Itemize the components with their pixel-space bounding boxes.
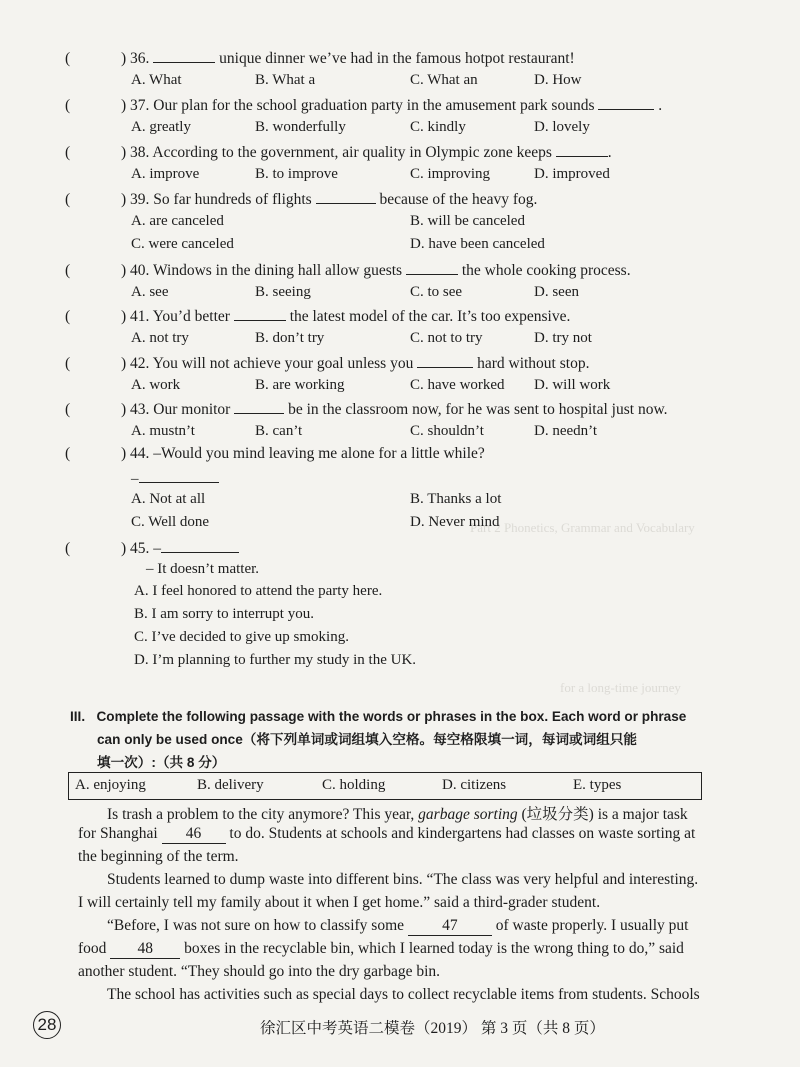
question-text: ) 45. – [121,540,162,557]
option-d[interactable]: D. lovely [534,119,590,135]
question-text: ) 38. According to the government, air quality in Olympic zone keeps [121,144,556,161]
answer-blank[interactable] [234,306,286,321]
option-a[interactable]: A. not try [131,330,189,346]
question-text: ) 39. So far hundreds of flights [121,191,316,208]
question-text: ) 41. You’d better [121,308,234,325]
question-text: the latest model of the car. It’s too expensive. [285,308,571,325]
option-b[interactable]: B. seeing [255,284,311,300]
section-title: III. Complete the following passage with the words or phrases in the box. Each word or phrase can only be used once（将下列单词或词组填入空格。每空格限填一词，每词或词组只能 填一次）:（共 8 分） [70,709,687,770]
bleed-through-text: Part 2 Phonetics, Grammar and Vocabulary [470,520,695,535]
option-a[interactable]: A. work [131,377,181,393]
option-c[interactable]: C. kindly [410,119,466,135]
answer-blank[interactable] [556,142,608,157]
option-d[interactable]: D. Never mind [410,514,500,530]
option-b[interactable]: B. will be canceled [410,213,525,229]
question-text: ) 42. You will not achieve your goal unless you [121,355,418,372]
option-a[interactable]: A. see [131,284,169,300]
question-text: ) 44. –Would you mind leaving me alone for a little while? [121,445,485,462]
option-c[interactable]: C. I’ve decided to give up smoking. [134,629,349,645]
question-text: because of the heavy fog. [375,191,538,208]
answer-blank[interactable] [598,95,654,110]
question-text: . [654,97,663,114]
answer-blank[interactable] [417,353,473,368]
option-b[interactable]: B. to improve [255,166,338,182]
word-option: A. enjoying [75,777,146,793]
page-footer: 徐汇区中考英语二模卷（2019） 第 3 页（共 8 页） [260,1020,605,1037]
answer-blank-46[interactable]: 46 [162,825,226,844]
question-text: ) 36. [121,50,154,67]
option-d[interactable]: D. seen [534,284,579,300]
exam-page: Part 2 Phonetics, Grammar and Vocabulary for a long-time journey ( ) 36. unique dinner we’ve had in the famous hotpot restaurant! A. What B. What a C. What an D. How ( ) 37. Our plan for the school graduation party in the amusement park sounds . A. greatly B. wonderfully C. kindly D. lovely ( ) 38. According to the government, air quality in Olympic zone keeps . A. improve B. to improve C. improving D. improved ( ) 39. So far hundreds of flights because of the heavy fog. A. are canceled B. will be canceled C. were canceled D. have been canceled ( ) 40. Windows in the dining hall allow guests the whole cooking process. A. see B. seeing C. to see D. seen ( ) 41. You’d better the latest model of the car. It’s too expensive. A. not try B. don’t try C. not to try D. try not ( ) 42. You will not achieve your goal unless you hard without stop. A. work B. are working C. have worked D. will work ( ) 43. Our monitor be in the classroom now, for he was sent to hospital just now. A. mustn’t B. can’t C. shouldn’t D. needn’t ( ) 44. –Would you mind leaving me alone for a little while? – A. Not at all B. Thanks a lot C. Well done D. Never mind ( ) 45. – – It doesn’t matter. A. I feel honored to attend the party here. B. I am sorry to interrupt you. C. I’ve decided to give up smoking. D. I’m planning to further my study in the UK. III. Complete the following passage with the words or phrases in the box. Each word or phrase can only be used once（将下列单词或词组填入空格。每空格限填一词，每词或词组只能 填一次）:（共 8 分） A. enjoying B. delivery C. holding D. citizens E. types Is trash a problem to the city anymore? This year, garbage sorting (垃圾分类) is a major task for Shanghai 46 to do. Students at schools and kindergartens had classes on waste sorting at the beginning of the term. Students learned to dump waste into different bins. “The class was very helpful and interesting. I will certainly tell my family about it when I get home.” said a third-grader student. “Before, I was not sure on how to classify some 47 of waste properly. I usually put food 48 boxes in the recyclable bin, which I learned today is the wrong thing to do,” said another student. “They should go into the dry garbage bin. The school has activities such as special days to collect recyclable items from students. Schools 28 徐汇区中考英语二模卷（2019） 第 3 页（共 8 页） [0,0,800,1067]
answer-blank[interactable] [234,399,284,414]
question-text: hard without stop. [473,355,590,372]
option-b[interactable]: B. don’t try [255,330,325,346]
answer-blank-47[interactable]: 47 [408,917,492,936]
option-c[interactable]: C. not to try [410,330,483,346]
option-b[interactable]: B. Thanks a lot [410,491,502,507]
option-a[interactable]: A. Not at all [131,491,206,507]
option-d[interactable]: D. needn’t [534,423,598,439]
option-d[interactable]: D. try not [534,330,592,346]
reply-line: – It doesn’t matter. [146,561,260,577]
option-c[interactable]: C. Well done [131,514,210,530]
option-b[interactable]: B. are working [255,377,345,393]
bleed-through-text: for a long-time journey [560,680,681,695]
word-option: D. citizens [442,777,507,793]
option-b[interactable]: B. What a [255,72,316,88]
option-a[interactable]: A. are canceled [131,213,224,229]
question-text: unique dinner we’ve had in the famous hotpot restaurant! [215,50,575,67]
option-c[interactable]: C. to see [410,284,463,300]
word-box [68,772,702,800]
word-option: B. delivery [197,777,264,793]
option-a[interactable]: A. greatly [131,119,191,135]
option-a[interactable]: A. I feel honored to attend the party here. [134,583,383,599]
option-c[interactable]: C. were canceled [131,236,234,252]
answer-blank[interactable] [406,260,458,275]
option-c[interactable]: C. have worked [410,377,505,393]
answer-blank[interactable] [316,189,376,204]
option-c[interactable]: C. What an [410,72,478,88]
answer-blank[interactable] [161,538,239,553]
answer-blank[interactable] [153,48,215,63]
question-text: the whole cooking process. [457,262,631,279]
option-b[interactable]: B. I am sorry to interrupt you. [134,606,314,622]
option-d[interactable]: D. will work [534,377,611,393]
option-c[interactable]: C. shouldn’t [410,423,484,439]
question-text: . [607,144,612,161]
question-text: be in the classroom now, for he was sent to hospital just now. [284,401,668,418]
option-d[interactable]: D. I’m planning to further my study in the UK. [134,652,417,668]
question-text: ) 40. Windows in the dining hall allow guests [121,262,406,279]
option-b[interactable]: B. wonderfully [255,119,346,135]
option-d[interactable]: D. have been canceled [410,236,545,252]
answer-blank[interactable] [139,468,219,483]
option-d[interactable]: D. improved [534,166,610,182]
word-option: E. types [573,777,622,793]
answer-blank-48[interactable]: 48 [110,940,180,959]
question-text: ) 37. Our plan for the school graduation party in the amusement park sounds [121,97,599,114]
option-a[interactable]: A. mustn’t [131,423,195,439]
option-a[interactable]: A. improve [131,166,200,182]
option-b[interactable]: B. can’t [255,423,303,439]
page-number-badge: 28 [33,1011,61,1039]
option-c[interactable]: C. improving [410,166,491,182]
option-d[interactable]: D. How [534,72,582,88]
question-text: ) 43. Our monitor [121,401,235,418]
option-a[interactable]: A. What [131,72,182,88]
word-option: C. holding [322,777,386,793]
reply-line: – [131,468,219,488]
